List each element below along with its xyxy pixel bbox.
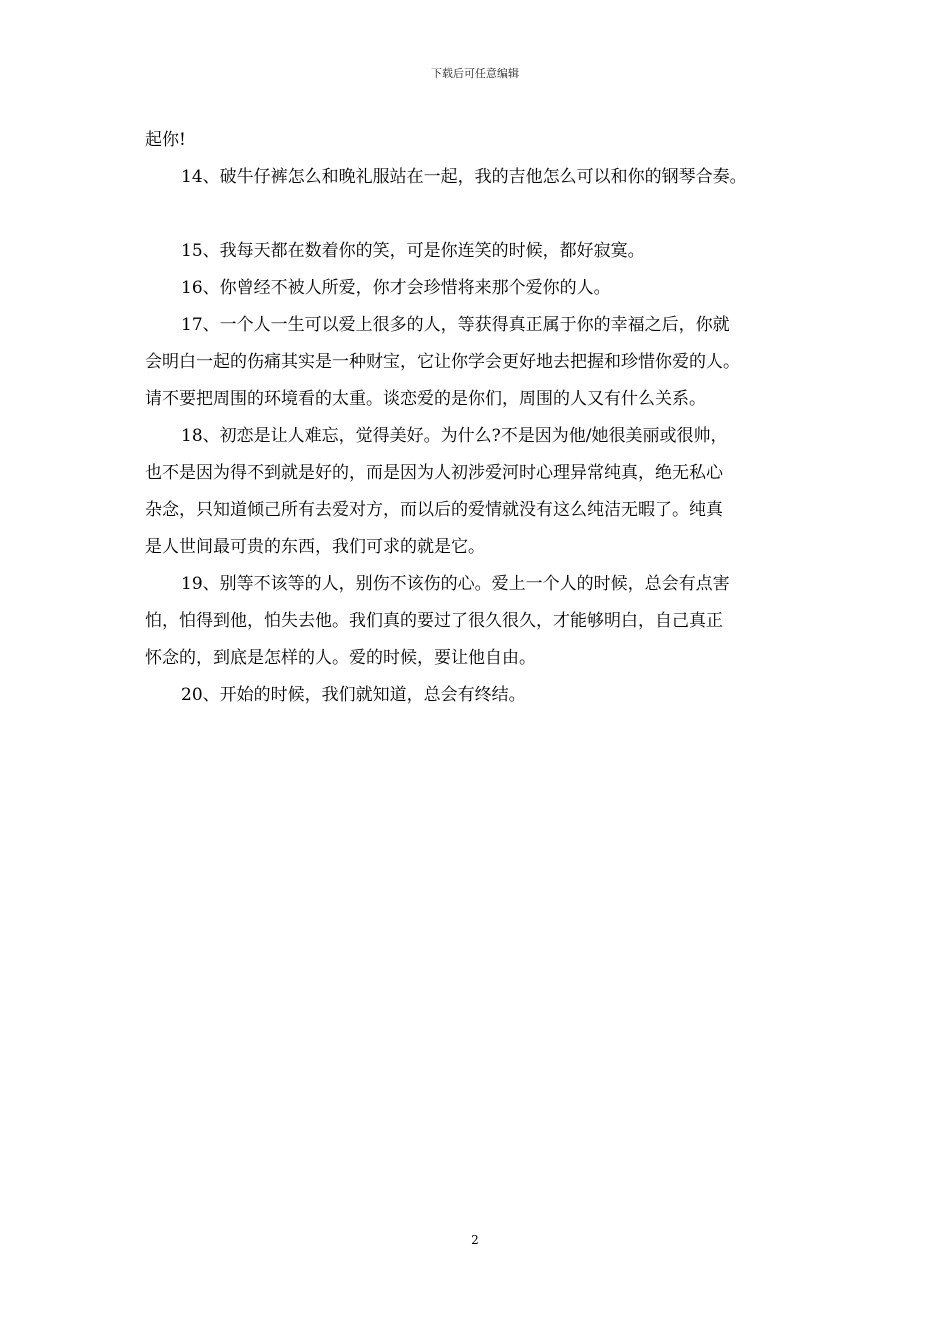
paragraph-continuation (145, 122, 825, 159)
text-line: 19、别等不该等的人，别伤不该伤的心。爱上一个人的时候，总会有点害 (181, 574, 730, 594)
text-line: 请不要把周围的环境看的太重。谈恋爱的是你们，周围的人又有什么关系。 (145, 389, 706, 409)
page-header: 下载后可任意编辑 (431, 67, 519, 80)
text-line: 15、我每天都在数着你的笑，可是你连笑的时候，都好寂寞。 (181, 241, 645, 261)
text-line: 20、开始的时候，我们就知道，总会有终结。 (181, 685, 526, 705)
paragraph-14 (145, 159, 825, 196)
text-line: 怀念的，到底是怎样的人。爱的时候，要让他自由。 (145, 648, 536, 668)
paragraph-20 (145, 677, 825, 714)
text-line: 14、破牛仔裤怎么和晚礼服站在一起，我的吉他怎么可以和你的钢琴合奏。 (181, 167, 747, 187)
page-number: 2 (471, 1233, 479, 1247)
text-line: 17、一个人一生可以爱上很多的人，等获得真正属于你的幸福之后，你就 (181, 315, 730, 335)
text-line: 是人世间最可贵的东西，我们可求的就是它。 (145, 537, 485, 557)
text-line: 怕，怕得到他，怕失去他。我们真的要过了很久很久，才能够明白，自己真正 (145, 611, 723, 631)
paragraph-17 (145, 307, 825, 418)
text-line: 会明白一起的伤痛其实是一种财宝，它让你学会更好地去把握和珍惜你爱的人。 (145, 352, 740, 372)
text-line: 也不是因为得不到就是好的，而是因为人初涉爱河时心理异常纯真，绝无私心 (145, 463, 723, 483)
paragraph-16 (145, 270, 825, 307)
paragraph-15 (145, 233, 825, 270)
text-line: 18、初恋是让人难忘，觉得美好。为什么?不是因为他/她很美丽或很帅， (181, 426, 728, 446)
text-line: 16、你曾经不被人所爱，你才会珍惜将来那个爱你的人。 (181, 278, 611, 298)
document-body (145, 122, 825, 714)
paragraph-18 (145, 418, 825, 566)
paragraph-19 (145, 566, 825, 677)
text-line: 起你! (145, 130, 186, 150)
paragraph-gap (145, 196, 825, 233)
text-line: 杂念，只知道倾己所有去爱对方，而以后的爱情就没有这么纯洁无暇了。纯真 (145, 500, 723, 520)
